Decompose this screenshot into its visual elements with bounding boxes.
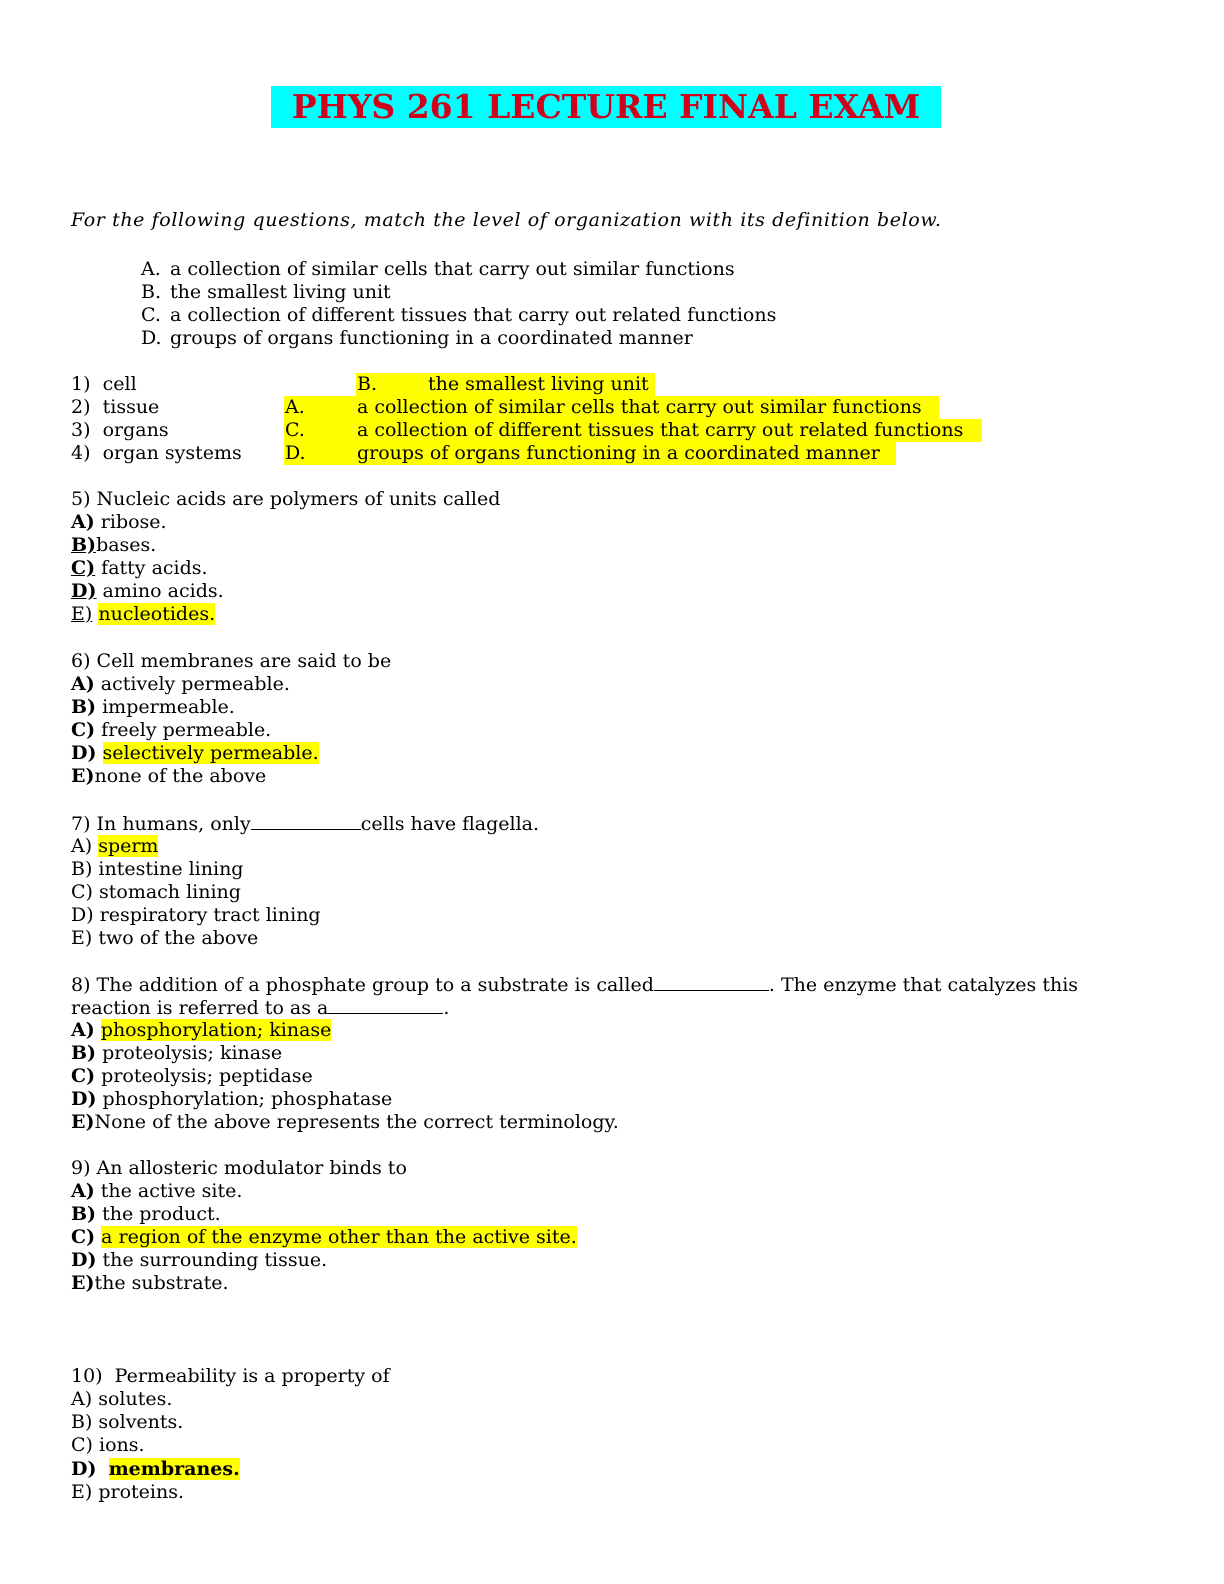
- question-stem: 5) Nucleic acids are polymers of units called: [71, 488, 501, 510]
- answer-option: A) actively permeable.: [71, 673, 290, 695]
- question-stem: 6) Cell membranes are said to be: [71, 650, 392, 672]
- answer-option: E) two of the above: [71, 927, 259, 949]
- answer-option: D) amino acids.: [71, 580, 224, 602]
- matching-term: 3) organs: [71, 419, 169, 441]
- answer-option: D) respiratory tract lining: [71, 904, 321, 926]
- answer-letter: C.: [285, 419, 305, 441]
- question-stem: 7) In humans, only cells have flagella.: [71, 813, 540, 835]
- definition-item: B. the smallest living unit: [141, 281, 391, 303]
- answer-option: E)None of the above represents the correct terminology.: [71, 1111, 619, 1133]
- matching-term: 2) tissue: [71, 396, 160, 418]
- answer-text: the smallest living unit: [428, 373, 649, 395]
- question-stem: 8) The addition of a phosphate group to a substrate is called . The enzyme that catalyzes this: [71, 974, 1079, 996]
- answer-option: B) solvents.: [71, 1411, 184, 1433]
- matching-instructions: For the following questions, match the level of organization with its definition below.: [71, 209, 942, 231]
- answer-option: C) fatty acids.: [71, 557, 208, 579]
- answer-option: E)the substrate.: [71, 1272, 229, 1294]
- answer-option: A) solutes.: [71, 1388, 173, 1410]
- definition-item: C. a collection of different tissues that carry out related functions: [141, 304, 777, 326]
- answer-option: A) ribose.: [71, 511, 167, 533]
- answer-option: B) intestine lining: [71, 858, 244, 880]
- question-stem-continued: reaction is referred to as a .: [71, 997, 450, 1019]
- answer-blank: [654, 973, 769, 991]
- definition-item: D. groups of organs functioning in a coordinated manner: [141, 327, 693, 349]
- answer-letter: D.: [285, 442, 306, 464]
- answer-option-correct: E) nucleotides.: [71, 603, 216, 625]
- answer-option: A) the active site.: [71, 1180, 243, 1202]
- answer-option: B) the product.: [71, 1203, 221, 1225]
- answer-option: C) proteolysis; peptidase: [71, 1065, 313, 1087]
- answer-option: C) freely permeable.: [71, 719, 272, 741]
- answer-blank: [251, 812, 361, 830]
- answer-option: B) proteolysis; kinase: [71, 1042, 283, 1064]
- answer-option-correct: C) a region of the enzyme other than the active site.: [71, 1226, 577, 1248]
- answer-option-correct: D) selectively permeable.: [71, 742, 319, 764]
- matching-term: 1) cell: [71, 373, 137, 395]
- answer-option: D) phosphorylation; phosphatase: [71, 1088, 393, 1110]
- definition-item: A. a collection of similar cells that carry out similar functions: [141, 258, 735, 280]
- answer-text: groups of organs functioning in a coordinated manner: [357, 442, 880, 464]
- answer-option: E)none of the above: [71, 765, 267, 787]
- answer-text: a collection of different tissues that carry out related functions: [357, 419, 964, 441]
- exam-title: PHYS 261 LECTURE FINAL EXAM: [271, 86, 941, 128]
- answer-option: D) the surrounding tissue.: [71, 1249, 328, 1271]
- answer-letter: A.: [285, 396, 305, 418]
- answer-text: a collection of similar cells that carry out similar functions: [357, 396, 922, 418]
- answer-option: C) ions.: [71, 1434, 145, 1456]
- question-stem: 10) Permeability is a property of: [71, 1365, 390, 1387]
- answer-option-correct: D) membranes.: [71, 1458, 240, 1480]
- answer-option-correct: A) phosphorylation; kinase: [71, 1019, 332, 1041]
- answer-letter: B.: [357, 373, 378, 395]
- answer-option-correct: A) sperm: [71, 835, 159, 857]
- answer-option: E) proteins.: [71, 1481, 185, 1503]
- matching-term: 4) organ systems: [71, 442, 242, 464]
- question-stem: 9) An allosteric modulator binds to: [71, 1157, 407, 1179]
- answer-blank: [328, 996, 443, 1014]
- answer-option: C) stomach lining: [71, 881, 241, 903]
- answer-option: B)bases.: [71, 534, 157, 556]
- answer-option: B) impermeable.: [71, 696, 235, 718]
